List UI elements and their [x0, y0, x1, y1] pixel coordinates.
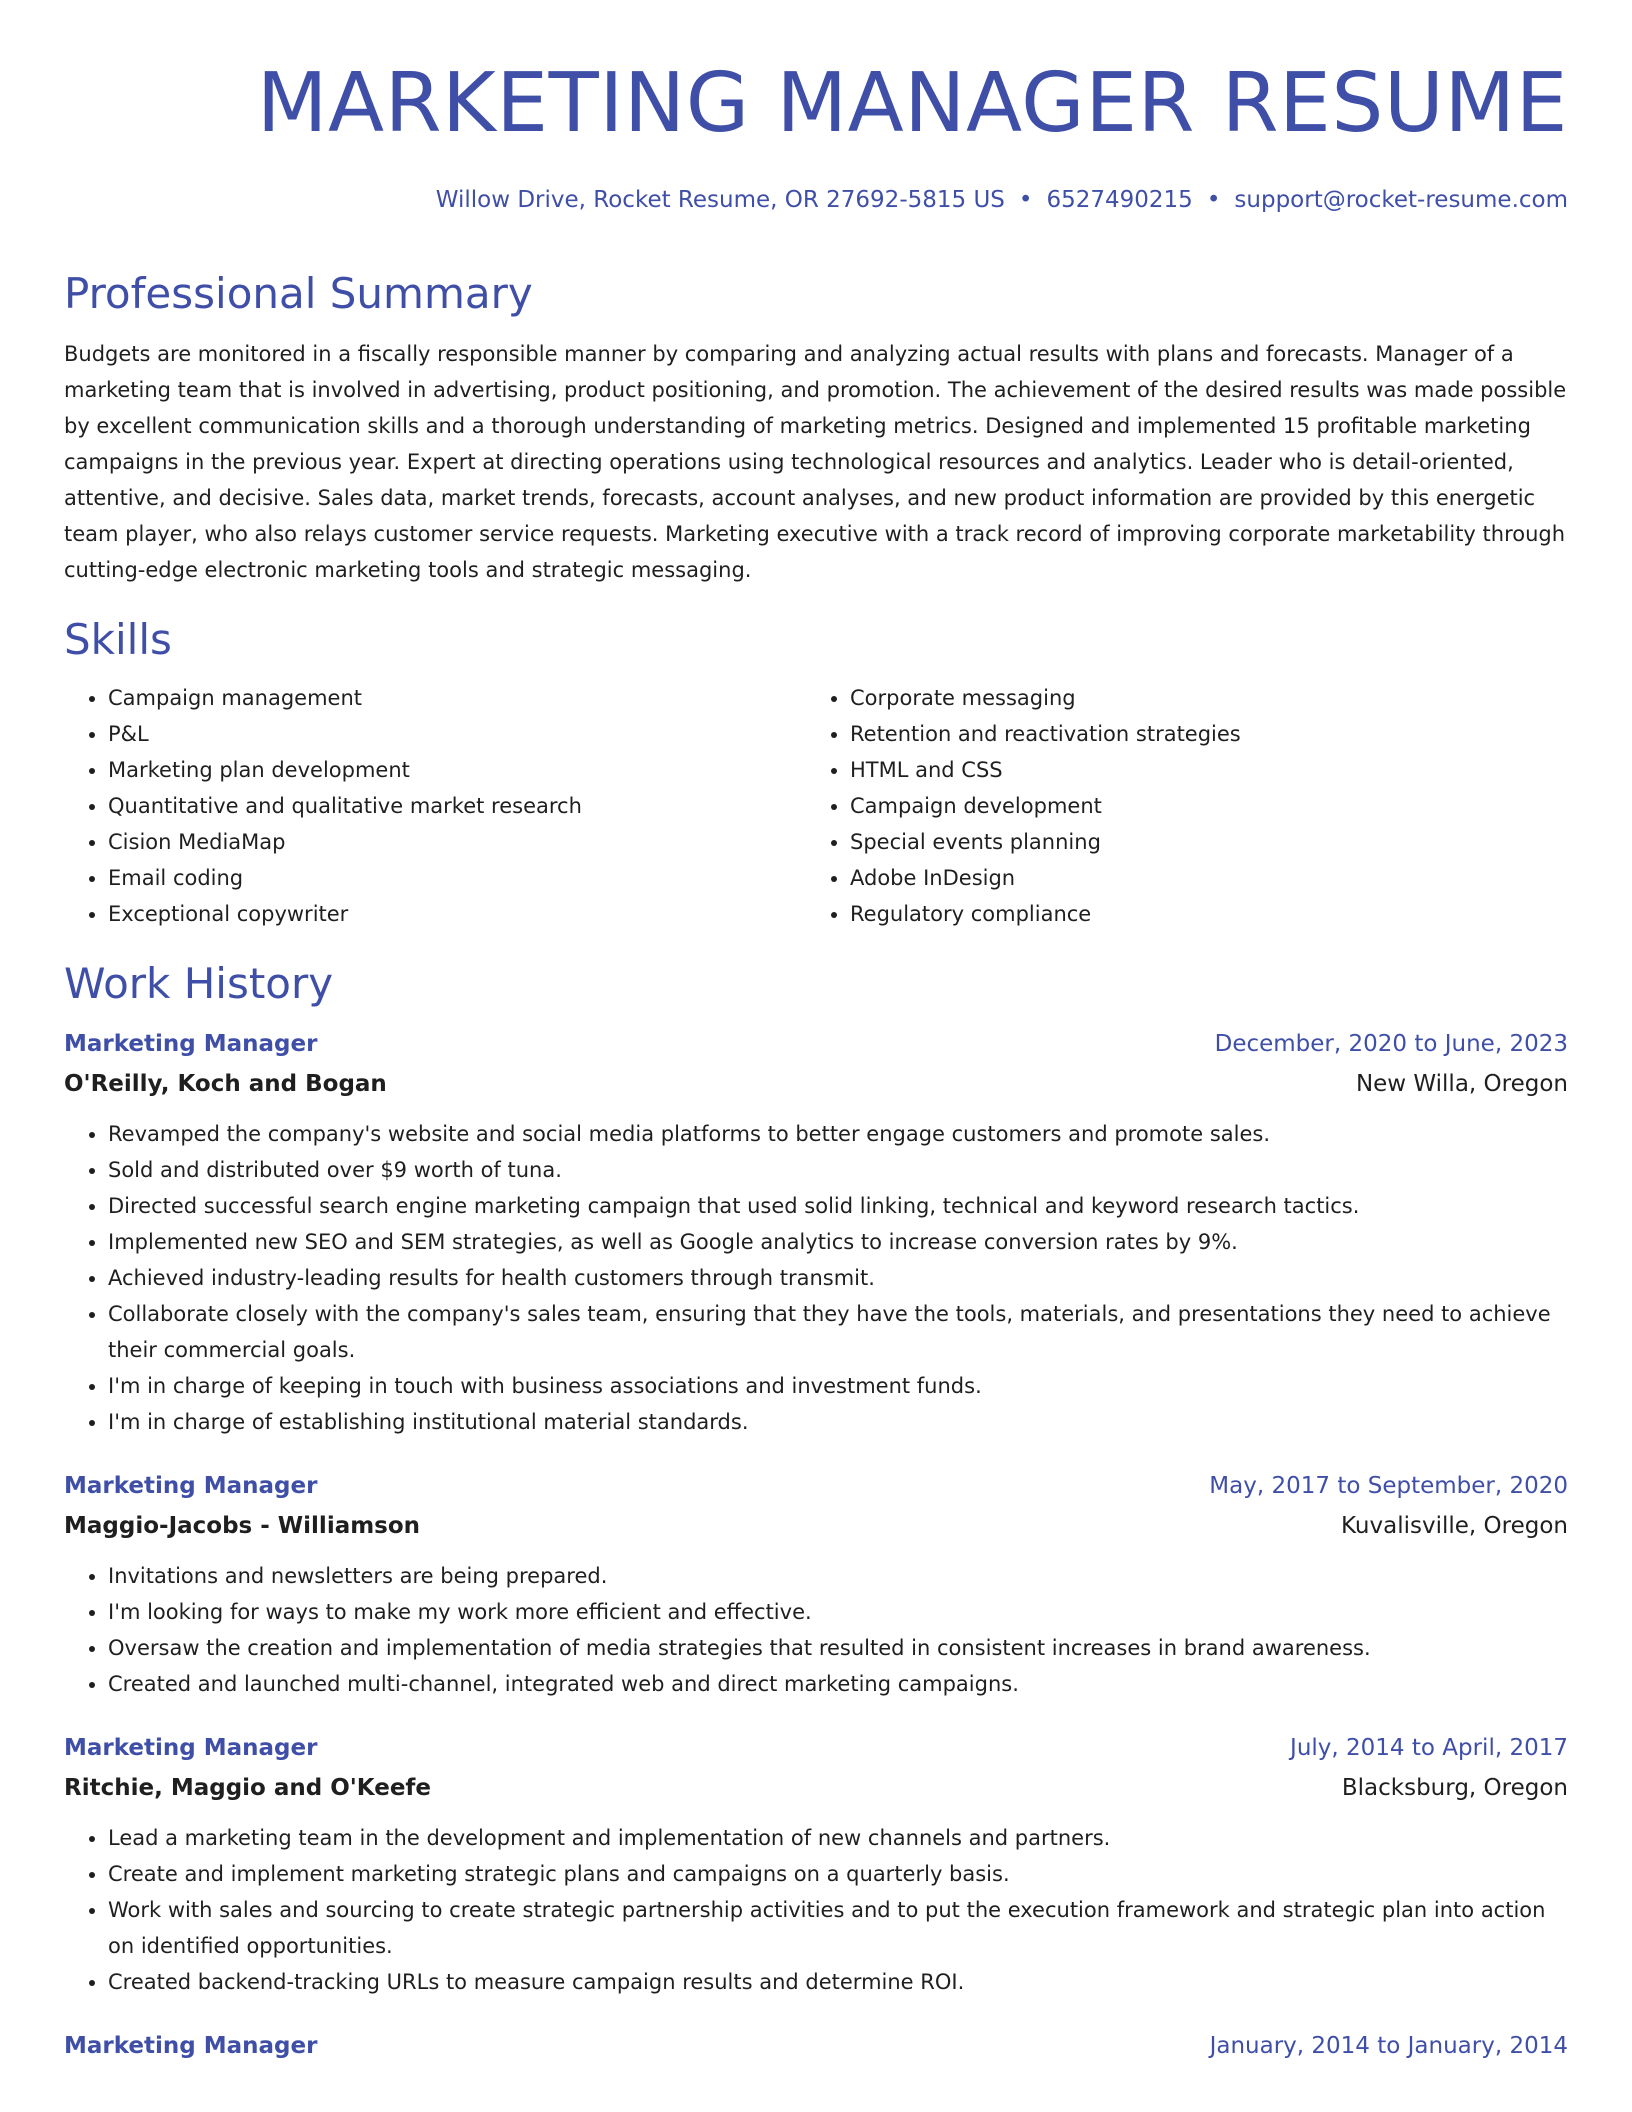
job-company: Maggio-Jacobs - Williamson [64, 1513, 421, 1539]
job-role: Marketing Manager [64, 2033, 318, 2059]
job-bullet: • Invitations and newsletters are being prepared. [108, 1558, 1568, 1594]
job-bullets [64, 1116, 1568, 1440]
skill-item: • Exceptional copywriter [108, 896, 806, 932]
job-entry [64, 1728, 1568, 2000]
skill-item: • Regulatory compliance [850, 896, 1548, 932]
skills-left-list [64, 680, 806, 932]
job-entry [64, 1024, 1568, 1440]
job-bullet: • Work with sales and sourcing to create strategic partnership activities and to put the execution framework and strategic plan into action on identified opportunities. [108, 1892, 1568, 1964]
summary-text: Budgets are monitored in a fiscally responsible manner by comparing and analyzing actual results with plans and forecasts. Manager of a marketing team that is involved in advertising, product positioning, and promotion. The achievement of the desired results was made possible by excellent communication skills and a thorough understanding of marketing metrics. Designed and implemented 15 profitable marketing campaigns in the previous year. Expert at directing operations using technological resources and analytics. Leader who is detail-oriented, attentive, and decisive. Sales data, market trends, forecasts, account analyses, and new product information are provided by this energetic team player, who also relays customer service requests. Marketing executive with a track record of improving corporate marketability through cutting-edge electronic marketing tools and strategic messaging. [64, 342, 1567, 582]
skill-item: • P&L [108, 716, 806, 752]
job-bullet: • I'm looking for ways to make my work more efficient and effective. [108, 1594, 1568, 1630]
skill-item: • HTML and CSS [850, 752, 1548, 788]
skills-columns [64, 680, 1568, 932]
job-location: New Willa, Oregon [1355, 1071, 1568, 1097]
job-header [64, 2026, 1568, 2066]
job-dates: January, 2014 to January, 2014 [1209, 2033, 1568, 2059]
job-location: Kuvalisville, Oregon [1341, 1513, 1568, 1539]
job-bullets [64, 1558, 1568, 1702]
job-company: O'Reilly, Koch and Bogan [64, 1071, 387, 1097]
job-dates: July, 2014 to April, 2017 [1290, 1735, 1568, 1761]
skill-item: • Marketing plan development [108, 752, 806, 788]
job-bullets [64, 1820, 1568, 2000]
skill-item: • Campaign management [108, 680, 806, 716]
job-bullet: • Revamped the company's website and social media platforms to better engage customers and promote sales. [108, 1116, 1568, 1152]
job-bullet: • Collaborate closely with the company's sales team, ensuring that they have the tools, materials, and presentations they need to achieve their commercial goals. [108, 1296, 1568, 1368]
job-subheader [64, 1506, 1568, 1546]
job-bullet: • Created and launched multi-channel, integrated web and direct marketing campaigns. [108, 1666, 1568, 1702]
skills-right-list [806, 680, 1548, 932]
contact-separator: • [1018, 187, 1033, 213]
job-header [64, 1024, 1568, 1064]
skill-item: • Cision MediaMap [108, 824, 806, 860]
contact-line [64, 184, 1568, 216]
resume-page [64, 0, 1568, 2112]
job-bullet: • Directed successful search engine marketing campaign that used solid linking, technical and keyword research tactics. [108, 1188, 1568, 1224]
job-bullet: • Lead a marketing team in the development and implementation of new channels and partners. [108, 1820, 1568, 1856]
job-bullet: • I'm in charge of establishing institutional material standards. [108, 1404, 1568, 1440]
job-entry [64, 1466, 1568, 1702]
skill-item: • Email coding [108, 860, 806, 896]
job-bullet: • Achieved industry-leading results for health customers through transmit. [108, 1260, 1568, 1296]
contact-address: Willow Drive, Rocket Resume, OR 27692-5815 US [435, 187, 1005, 213]
job-dates: December, 2020 to June, 2023 [1214, 1031, 1568, 1057]
job-bullet: • Oversaw the creation and implementation of media strategies that resulted in consistent increases in brand awareness. [108, 1630, 1568, 1666]
job-bullet: • Sold and distributed over $9 worth of tuna. [108, 1152, 1568, 1188]
job-location: Blacksburg, Oregon [1341, 1775, 1568, 1801]
skill-item: • Retention and reactivation strategies [850, 716, 1548, 752]
job-dates: May, 2017 to September, 2020 [1209, 1473, 1568, 1499]
job-entry [64, 2026, 1568, 2066]
skill-item: • Adobe InDesign [850, 860, 1548, 896]
resume-title: MARKETING MANAGER RESUME [256, 56, 1568, 151]
skill-item: • Special events planning [850, 824, 1548, 860]
job-role: Marketing Manager [64, 1735, 318, 1761]
skill-item: • Corporate messaging [850, 680, 1548, 716]
skills-heading: Skills [64, 615, 172, 664]
job-company: Ritchie, Maggio and O'Keefe [64, 1775, 432, 1801]
job-role: Marketing Manager [64, 1473, 318, 1499]
job-subheader [64, 1768, 1568, 1808]
work-history-heading: Work History [64, 959, 334, 1008]
job-header [64, 1728, 1568, 1768]
skill-item: • Quantitative and qualitative market research [108, 788, 806, 824]
summary-heading: Professional Summary [64, 269, 533, 318]
job-subheader [64, 1064, 1568, 1104]
job-bullet: • Created backend-tracking URLs to measure campaign results and determine ROI. [108, 1964, 1568, 2000]
job-role: Marketing Manager [64, 1031, 318, 1057]
contact-separator: • [1206, 187, 1221, 213]
contact-phone: 6527490215 [1046, 187, 1193, 213]
job-header [64, 1466, 1568, 1506]
job-bullet: • I'm in charge of keeping in touch with business associations and investment funds. [108, 1368, 1568, 1404]
contact-email[interactable]: support@rocket-resume.com [1234, 187, 1568, 213]
skill-item: • Campaign development [850, 788, 1548, 824]
job-bullet: • Implemented new SEO and SEM strategies, as well as Google analytics to increase conversion rates by 9%. [108, 1224, 1568, 1260]
job-bullet: • Create and implement marketing strategic plans and campaigns on a quarterly basis. [108, 1856, 1568, 1892]
